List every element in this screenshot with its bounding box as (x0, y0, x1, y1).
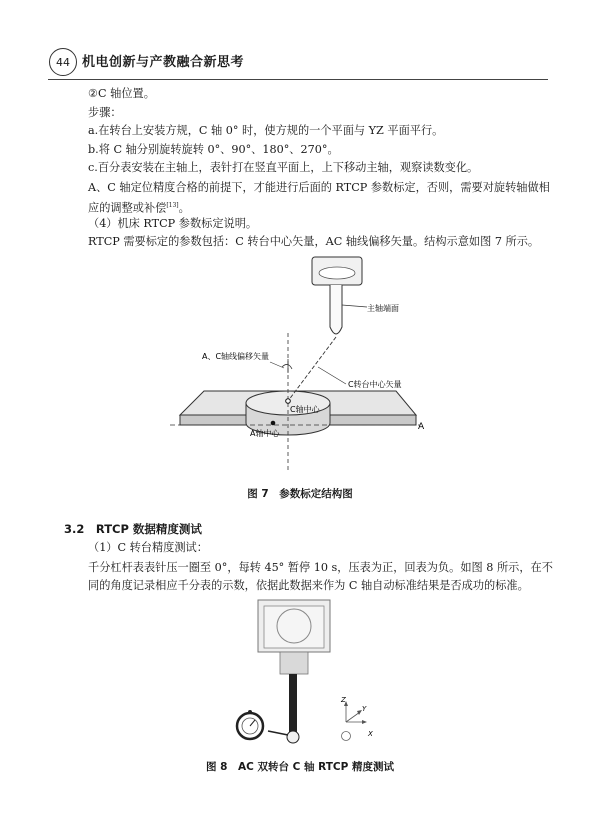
label-a-axis: A (418, 422, 425, 432)
label-axis-z: Z (341, 696, 346, 704)
label-ac-offset-vector: A、C轴线偏移矢量 (202, 352, 270, 361)
section-heading: 3.2 RTCP 数据精度测试 (64, 522, 202, 536)
test-ball (287, 731, 299, 743)
step-b: b.将 C 轴分别旋转旋转 0°、90°、180°、270°。 (88, 143, 339, 156)
a-center-point (271, 421, 276, 426)
spindle-tool (330, 285, 342, 334)
item-1-c-table-test: （1）C 转台精度测试： (88, 541, 208, 554)
steps-label: 步骤： (88, 106, 122, 119)
paragraph-ac-precision (88, 179, 558, 218)
label-axis-y: Y (362, 705, 367, 713)
label-c-center: C轴中心 (290, 405, 320, 414)
label-a-center: A轴中心 (250, 429, 280, 438)
paragraph-rtcp-params: RTCP 需要标定的参数包括：C 转台中心矢量，AC 轴线偏移矢量。结构示意如图 7 所示。 (88, 235, 540, 248)
running-header-title: 机电创新与产教融合新思考 (82, 55, 245, 70)
figure-8-diagram (222, 598, 402, 748)
page-number: 44 (49, 48, 77, 76)
item-4-rtcp: （4）机床 RTCP 参数标定说明。 (88, 217, 258, 230)
label-axis-x: X (368, 730, 373, 738)
header-rule (48, 79, 548, 80)
paragraph-ac-end: 。 (178, 201, 190, 215)
indicator-stylus (268, 731, 288, 735)
reference-ball (342, 732, 351, 741)
y-axis-arrow (346, 712, 360, 722)
figure-7-diagram (170, 255, 440, 475)
tool-shank (289, 674, 297, 734)
label-spindle-face: 主轴端面 (367, 304, 399, 313)
figure-7-caption: 图 7 参数标定结构图 (247, 488, 353, 500)
step-a: a.在转台上安装方规，C 轴 0° 时，使方规的一个平面与 YZ 平面平行。 (88, 124, 444, 137)
spindle-face (319, 267, 355, 279)
label-table-center-vector: C转台中心矢量 (348, 380, 402, 389)
spindle-neck (280, 652, 308, 674)
citation-ref: [13] (166, 202, 179, 209)
item-c-axis-position: ②C 轴位置。 (88, 87, 155, 100)
step-c: c.百分表安装在主轴上，表针打在竖直平面上，上下移动主轴，观察读数变化。 (88, 161, 479, 174)
c-center-point (286, 399, 291, 404)
figure-8-caption: 图 8 AC 双转台 C 轴 RTCP 精度测试 (206, 761, 394, 773)
paragraph-c-table-test: 千分杠杆表表针压一圈至 0°，每转 45° 暂停 10 s，压表为正，回表为负。如图 8 所示，在不同的角度记录相应千分表的示数，依据此数据来作为 C 轴自动标准结果是否成功的标准。 (88, 561, 553, 592)
paragraph-ac-text: A、C 轴定位精度合格的前提下，才能进行后面的 RTCP 参数标定，否则，需要对旋转轴做相应的调整或补偿 (88, 181, 550, 215)
